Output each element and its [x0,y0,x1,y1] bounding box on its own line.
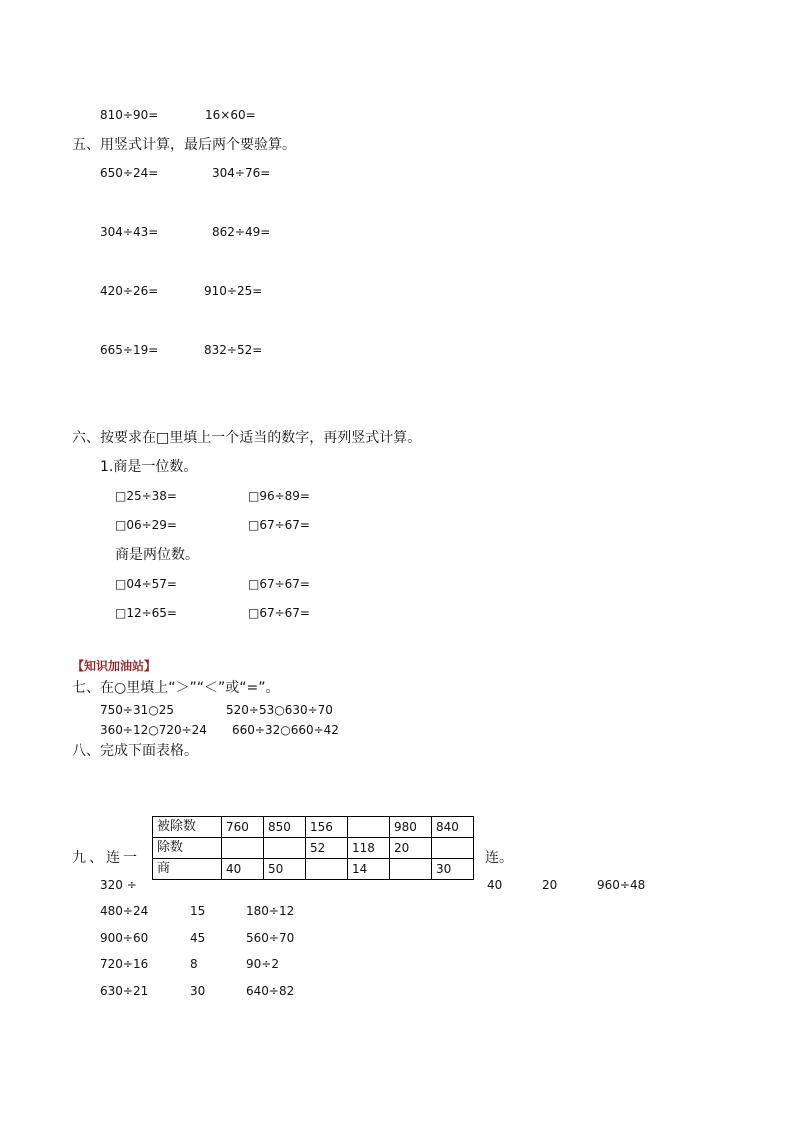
table-cell: 52 [306,838,348,859]
knowledge-tag: 【知识加油站】 [72,659,157,673]
table-row [153,859,474,880]
problem-text: 832÷52= [204,343,263,357]
match-left-item: 720÷16 [100,957,149,971]
problem-text: 810÷90= [100,108,159,122]
problem-text: □25÷38= [115,489,177,503]
section-7-title: 七、在○里填上“＞”“＜”或“=”。 [72,680,280,696]
table-cell [306,859,348,880]
table-cell: 760 [222,817,264,838]
match-middle-item: 20 [542,878,558,892]
problem-text: 420÷26= [100,284,159,298]
problem-text: □12÷65= [115,606,177,620]
table-cell [390,859,432,880]
problem-text: □96÷89= [248,489,310,503]
match-right-item: 180÷12 [246,904,295,918]
table-cell: 除数 [153,838,222,859]
section-5-title: 五、用竖式计算，最后两个要验算。 [72,137,296,153]
table-cell: 20 [390,838,432,859]
problem-text: 360÷12○720÷24 [100,723,207,737]
table-cell: 156 [306,817,348,838]
problem-text: 910÷25= [204,284,263,298]
match-middle-item: 15 [190,904,206,918]
section-6-title: 六、按要求在□里填上一个适当的数字，再列竖式计算。 [72,430,422,446]
problem-text: 520÷53○630÷70 [226,703,333,717]
match-middle-item: 40 [487,878,503,892]
problem-text: 750÷31○25 [100,703,174,717]
section-8-title: 八、完成下面表格。 [72,743,198,759]
match-left-item: 630÷21 [100,984,149,998]
match-middle-item: 30 [190,984,206,998]
table-cell [264,838,306,859]
table-cell [348,817,390,838]
table-row [153,838,474,859]
subsection-label: 1.商是一位数。 [100,459,198,475]
problem-text: 16×60= [205,108,256,122]
table-cell: 850 [264,817,306,838]
problem-text: □67÷67= [248,577,310,591]
match-right-item: 640÷82 [246,984,295,998]
table-cell: 50 [264,859,306,880]
match-middle-item: 8 [190,957,198,971]
table-cell: 30 [432,859,474,880]
problem-text: 660÷32○660÷42 [232,723,339,737]
table-cell: 118 [348,838,390,859]
problem-text: □67÷67= [248,518,310,532]
section-9-title: 九、连一 [72,850,140,866]
problem-text: 304÷76= [212,166,271,180]
division-table [152,816,474,880]
section-9-title-end: 连。 [485,850,513,866]
match-right-item: 960÷48 [597,878,646,892]
table-row [153,817,474,838]
match-right-item: 560÷70 [246,931,295,945]
problem-text: 862÷49= [212,225,271,239]
match-right-item: 90÷2 [246,957,279,971]
table-cell: 980 [390,817,432,838]
problem-text: □04÷57= [115,577,177,591]
problem-text: 665÷19= [100,343,159,357]
subsection-label: 商是两位数。 [115,547,199,563]
table-cell [222,838,264,859]
match-left-item: 320 ÷ [100,878,137,892]
table-cell: 商 [153,859,222,880]
table-cell: 14 [348,859,390,880]
table-cell: 40 [222,859,264,880]
table-cell: 840 [432,817,474,838]
match-middle-item: 45 [190,931,206,945]
problem-text: □67÷67= [248,606,310,620]
match-left-item: 900÷60 [100,931,149,945]
match-left-item: 480÷24 [100,904,149,918]
problem-text: □06÷29= [115,518,177,532]
problem-text: 304÷43= [100,225,159,239]
problem-text: 650÷24= [100,166,159,180]
table-cell [432,838,474,859]
table-cell: 被除数 [153,817,222,838]
